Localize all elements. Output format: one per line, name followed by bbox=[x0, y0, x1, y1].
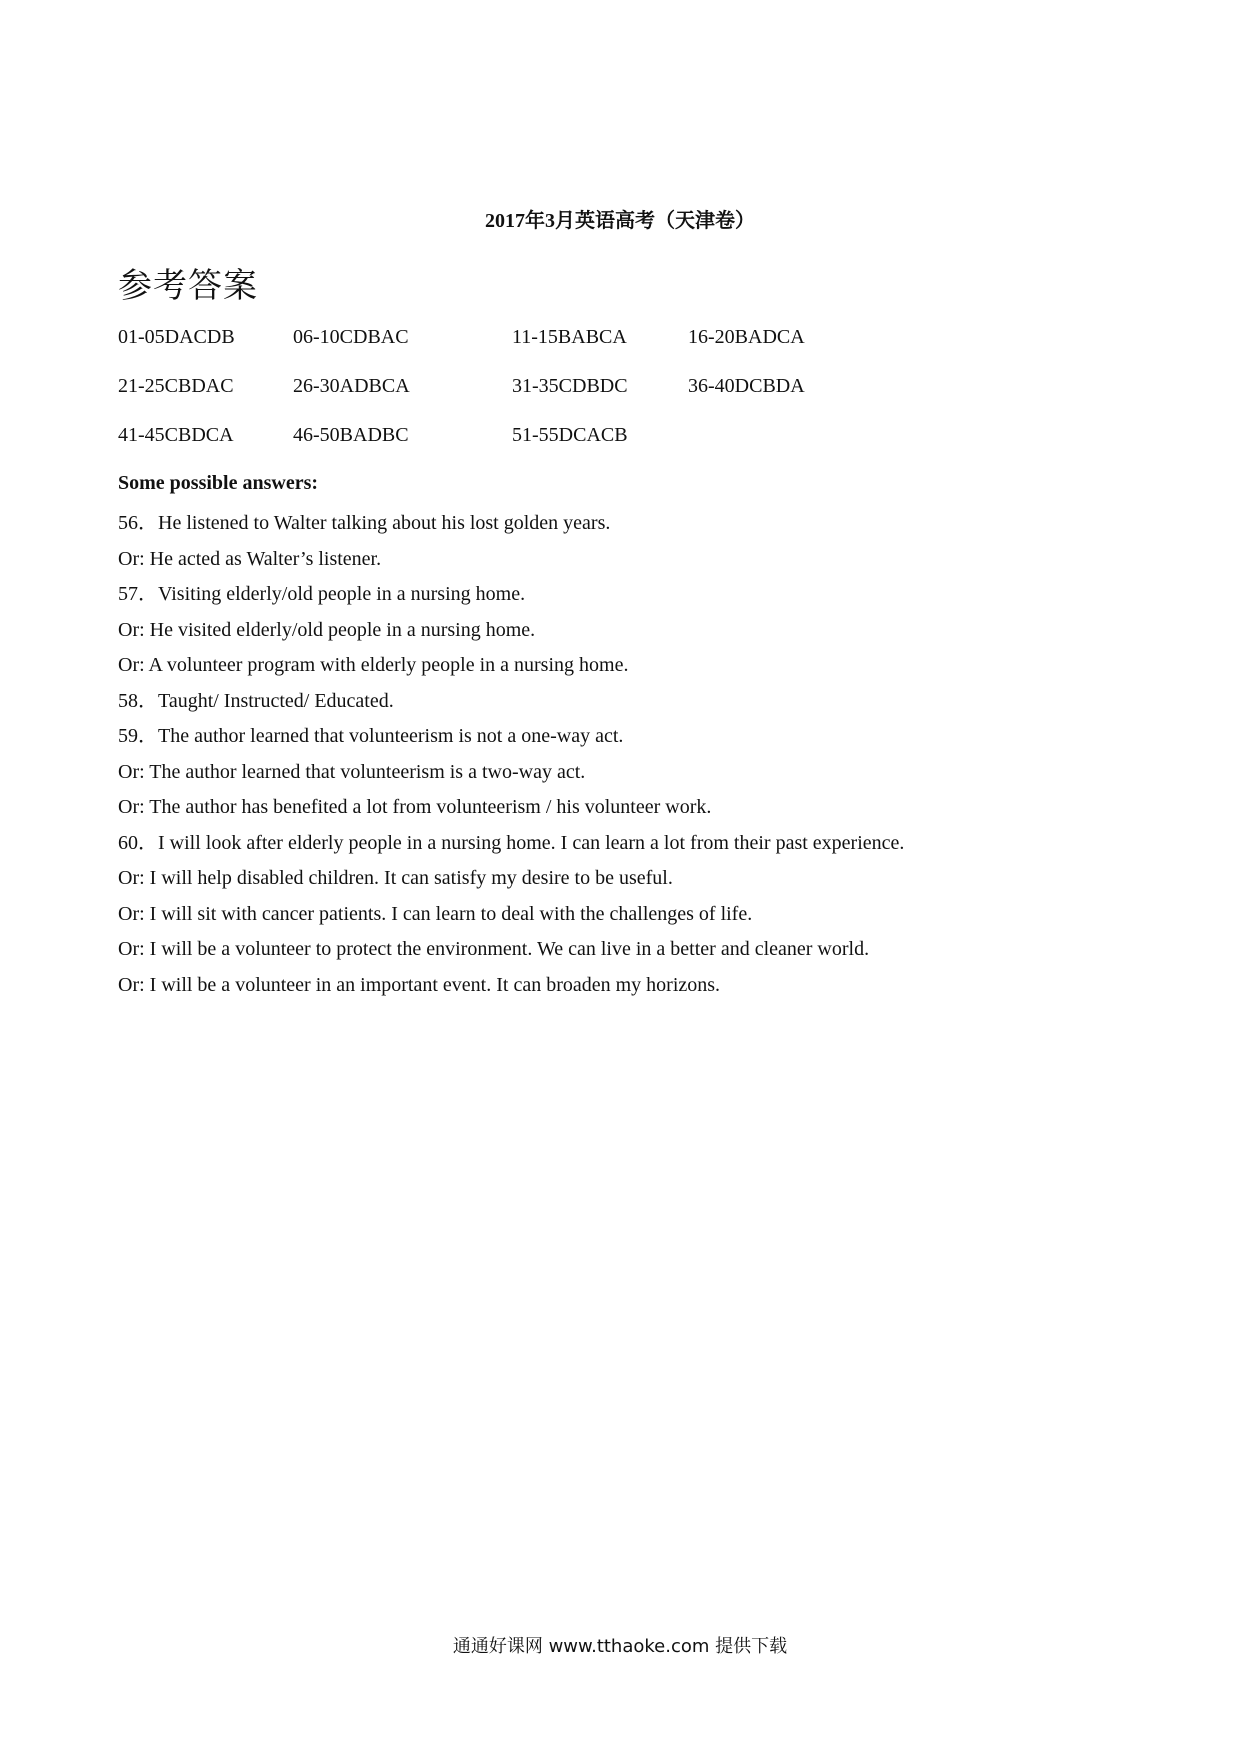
answer-key-cell: 36-40DCBDA bbox=[688, 375, 805, 397]
answer-line: 59．The author learned that volunteerism is not a one-way act. bbox=[118, 725, 624, 747]
answer-key-cell: 51-55DCACB bbox=[512, 424, 628, 446]
answer-key-cell: 41-45CBDCA bbox=[118, 424, 234, 446]
answer-line: Or: I will be a volunteer in an important event. It can broaden my horizons. bbox=[118, 973, 721, 996]
answer-key-cell: 31-35CDBDC bbox=[512, 375, 628, 397]
answer-line: Or: I will help disabled children. It can satisfy my desire to be useful. bbox=[118, 867, 673, 889]
answer-line: 56．He listened to Walter talking about his lost golden years. bbox=[118, 512, 611, 534]
answer-key-cell: 21-25CBDAC bbox=[118, 375, 234, 397]
answer-line: Or: He visited elderly/old people in a nursing home. bbox=[118, 618, 536, 641]
answer-line: Or: He acted as Walter’s listener. bbox=[118, 547, 382, 570]
answer-line: 57．Visiting elderly/old people in a nursing home. bbox=[118, 583, 526, 605]
answer-key-cell: 16-20BADCA bbox=[688, 326, 805, 348]
answer-key-grid bbox=[118, 326, 938, 473]
possible-answers-heading: Some possible answers: bbox=[118, 472, 319, 494]
answer-key-cell: 46-50BADBC bbox=[293, 424, 409, 446]
document-title: 2017年3月英语高考（天津卷） bbox=[485, 210, 755, 232]
answer-key-cell: 26-30ADBCA bbox=[293, 375, 410, 397]
answer-line: Or: I will be a volunteer to protect the environment. We can live in a better and cleaner world. bbox=[118, 938, 870, 960]
answer-line: Or: I will sit with cancer patients. I can learn to deal with the challenges of life. bbox=[118, 902, 753, 925]
section-heading: 参考答案 bbox=[118, 266, 258, 306]
answer-key-row bbox=[118, 375, 938, 424]
answer-key-row bbox=[118, 326, 938, 375]
answer-line: 58．Taught/ Instructed/ Educated. bbox=[118, 689, 394, 712]
answer-line: Or: The author has benefited a lot from volunteerism / his volunteer work. bbox=[118, 796, 712, 818]
answer-key-cell: 01-05DACDB bbox=[118, 326, 235, 348]
answer-key-row bbox=[118, 424, 938, 473]
answer-line: Or: The author learned that volunteerism is a two-way act. bbox=[118, 760, 586, 783]
possible-answers-list bbox=[118, 506, 938, 1003]
answer-line: Or: A volunteer program with elderly people in a nursing home. bbox=[118, 654, 629, 676]
answer-line: 60．I will look after elderly people in a nursing home. I can learn a lot from their past experience. bbox=[118, 831, 905, 854]
answer-key-cell: 11-15BABCA bbox=[512, 326, 627, 348]
footer-source-text: 通通好课网 www.tthaoke.com 提供下载 bbox=[452, 1636, 788, 1657]
answer-key-cell: 06-10CDBAC bbox=[293, 326, 409, 348]
